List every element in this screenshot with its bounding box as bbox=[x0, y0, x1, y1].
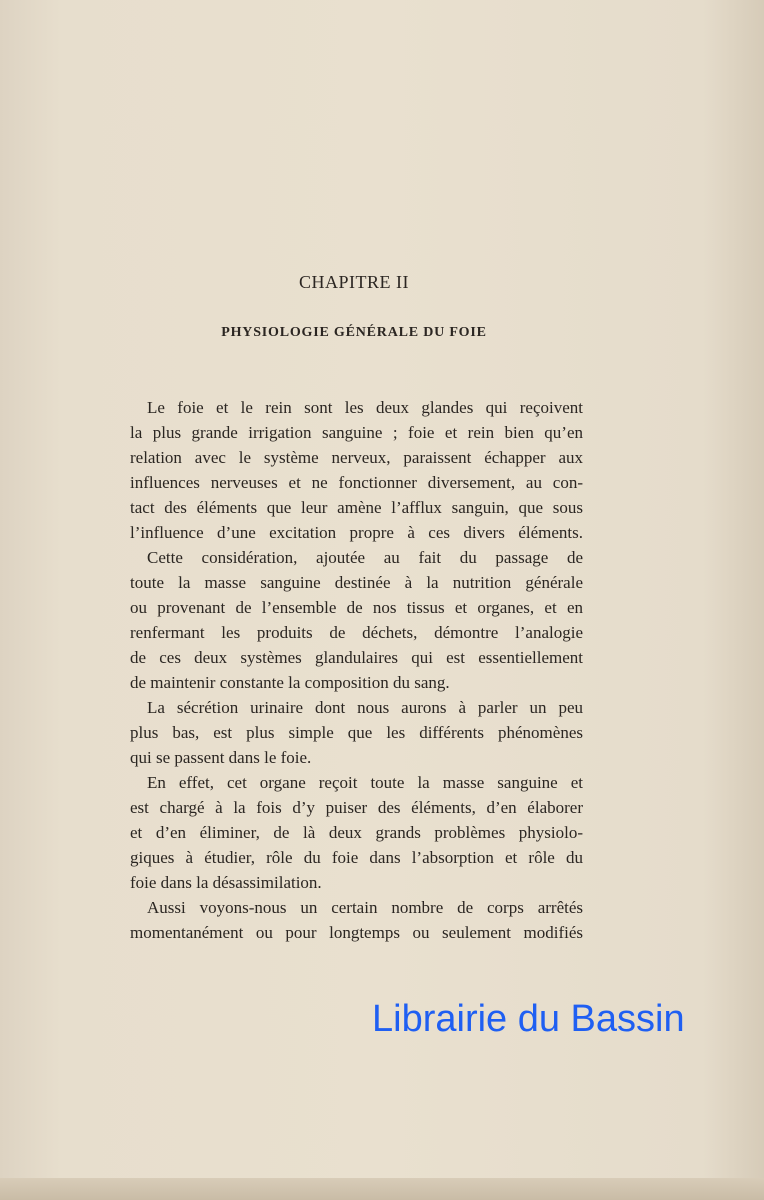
chapter-title: CHAPITRE II bbox=[299, 272, 409, 292]
section-title: PHYSIOLOGIE GÉNÉRALE DU FOIE bbox=[221, 325, 487, 340]
text-line: Cette considération, ajoutée au fait du passage de bbox=[147, 548, 583, 567]
text-line: plus bas, est plus simple que les différents phénomènes bbox=[130, 723, 583, 742]
text-line: giques à étudier, rôle du foie dans l’absorption et rôle du bbox=[130, 848, 583, 867]
text-line: tact des éléments que leur amène l’afflux sanguin, que sous bbox=[130, 498, 583, 517]
text-line: et d’en éliminer, de là deux grands problèmes physiolo- bbox=[130, 823, 583, 842]
text-line: Aussi voyons-nous un certain nombre de corps arrêtés bbox=[147, 898, 583, 917]
text-line: influences nerveuses et ne fonctionner diversement, au con- bbox=[130, 473, 583, 492]
text-line: de ces deux systèmes glandulaires qui est essentiellement bbox=[130, 648, 583, 667]
body-text bbox=[130, 395, 583, 945]
text-line: momentanément ou pour longtemps ou seulement modifiés bbox=[130, 923, 583, 942]
text-line: foie dans la désassimilation. bbox=[130, 873, 322, 892]
watermark: Librairie du Bassin bbox=[372, 998, 685, 1040]
text-line: Le foie et le rein sont les deux glandes qui reçoivent bbox=[147, 398, 583, 417]
text-line: la plus grande irrigation sanguine ; foie et rein bien qu’en bbox=[130, 423, 583, 442]
text-line: En effet, cet organe reçoit toute la masse sanguine et bbox=[147, 773, 583, 792]
page-bottom-edge bbox=[0, 1178, 764, 1200]
text-line: est chargé à la fois d’y puiser des éléments, d’en élaborer bbox=[130, 798, 583, 817]
text-line: ou provenant de l’ensemble de nos tissus et organes, et en bbox=[130, 598, 583, 617]
text-line: qui se passent dans le foie. bbox=[130, 748, 312, 767]
text-line: de maintenir constante la composition du sang. bbox=[130, 673, 450, 692]
text-line: renfermant les produits de déchets, démontre l’analogie bbox=[130, 623, 583, 642]
text-line: La sécrétion urinaire dont nous aurons à parler un peu bbox=[147, 698, 583, 717]
text-line: relation avec le système nerveux, paraissent échapper aux bbox=[130, 448, 583, 467]
text-line: toute la masse sanguine destinée à la nutrition générale bbox=[130, 573, 583, 592]
text-line: l’influence d’une excitation propre à ces divers éléments. bbox=[130, 523, 583, 542]
